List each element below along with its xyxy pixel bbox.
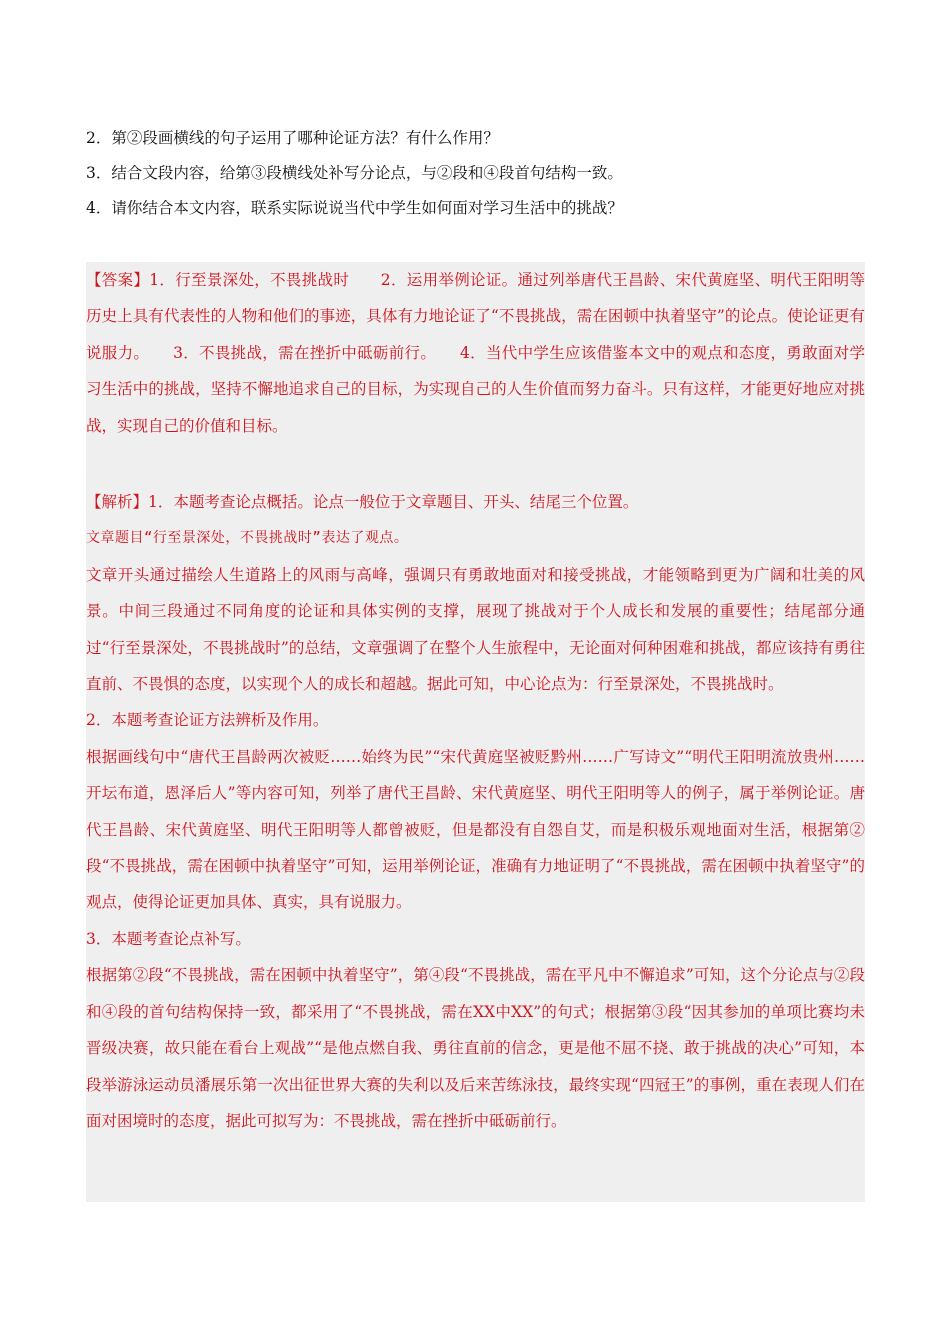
analysis-paragraph-7: 根据第②段“不畏挑战，需在困顿中执着坚守”，第④段“不畏挑战，需在平凡中不懈追求”可知，这个分论点与②段和④段的首句结构保持一致，都采用了“不畏挑战，需在XX中XX”的句式；根据第③段“因其参加的单项比赛均未晋级决赛，故只能在看台上观战”“是他点燃自我、勇往直前的信念，更是他不屈不挠、敢于挑战的决心”可知，本段举游泳运动员潘展乐第一次出征世界大赛的失利以及后来苦练泳技，最终实现“四冠王”的事例，重在表现人们在面对困境时的态度，据此可拟写为：不畏挑战，需在挫折中砥砺前行。 xyxy=(86,966,865,1130)
analysis-paragraph-1: 1．本题考查论点概括。论点一般位于文章题目、开头、结尾三个位置。 xyxy=(148,493,639,511)
question-2: 2．第②段画横线的句子运用了哪种论证方法？有什么作用？ xyxy=(86,129,499,147)
question-4: 4．请你结合本文内容，联系实际说说当代中学生如何面对学习生活中的挑战？ xyxy=(86,199,623,217)
answer-tag: 【答案】 xyxy=(86,271,150,289)
analysis-tag: 【解析】 xyxy=(86,493,149,511)
analysis-paragraph-2: 文章题目“行至景深处，不畏挑战时”表达了观点。 xyxy=(86,530,409,547)
answer-section xyxy=(86,262,865,444)
analysis-paragraph-6: 3．本题考查论点补写。 xyxy=(86,929,251,948)
analysis-paragraph-4: 2．本题考查论证方法辨析及作用。 xyxy=(86,711,329,730)
analysis-section xyxy=(86,484,865,1139)
answer-text: 1．行至景深处，不畏挑战时 2．运用举例论证。通过列举唐代王昌龄、宋代黄庭坚、明代王阳明等历史上具有代表性的人物和他们的事迹，具体有力地论证了“不畏挑战，需在困顿中执着坚守”的论点。使论证更有说服力。 3．不畏挑战，需在挫折中砥砺前行。 4．当代中学生应该借鉴本文中的观点和态度，勇敢面对学习生活中的挑战，坚持不懈地追求自己的目标，为实现自己的人生价值而努力奋斗。只有这样，才能更好地应对挑战，实现自己的价值和目标。 xyxy=(86,271,865,435)
question-3: 3．结合文段内容，给第③段横线处补写分论点，与②段和④段首句结构一致。 xyxy=(86,164,623,182)
analysis-paragraph-5: 根据画线句中“唐代王昌龄两次被贬……始终为民”“宋代黄庭坚被贬黔州……广写诗文”“明代王阳明流放贵州……开坛布道，恩泽后人”等内容可知，列举了唐代王昌龄、宋代黄庭坚、明代王阳明等人的例子，属于举例论证。唐代王昌龄、宋代黄庭坚、明代王阳明等人都曾被贬，但是都没有自怨自艾，而是积极乐观地面对生活，根据第②段“不畏挑战，需在困顿中执着坚守”可知，运用举例论证，准确有力地证明了“不畏挑战，需在困顿中执着坚守”的观点，使得论证更加具体、真实，具有说服力。 xyxy=(86,747,865,912)
analysis-paragraph-3: 文章开头通过描绘人生道路上的风雨与高峰，强调只有勇敢地面对和接受挑战，才能领略到更为广阔和壮美的风景。中间三段通过不同角度的论证和具体实例的支撑，展现了挑战对于个人成长和发展的重要性；结尾部分通过“行至景深处，不畏挑战时”的总结，文章强调了在整个人生旅程中，无论面对何种困难和挑战，都应该持有勇往直前、不畏惧的态度，以实现个人的成长和超越。据此可知，中心论点为：行至景深处，不畏挑战时。 xyxy=(86,565,865,694)
question-list xyxy=(86,127,866,232)
